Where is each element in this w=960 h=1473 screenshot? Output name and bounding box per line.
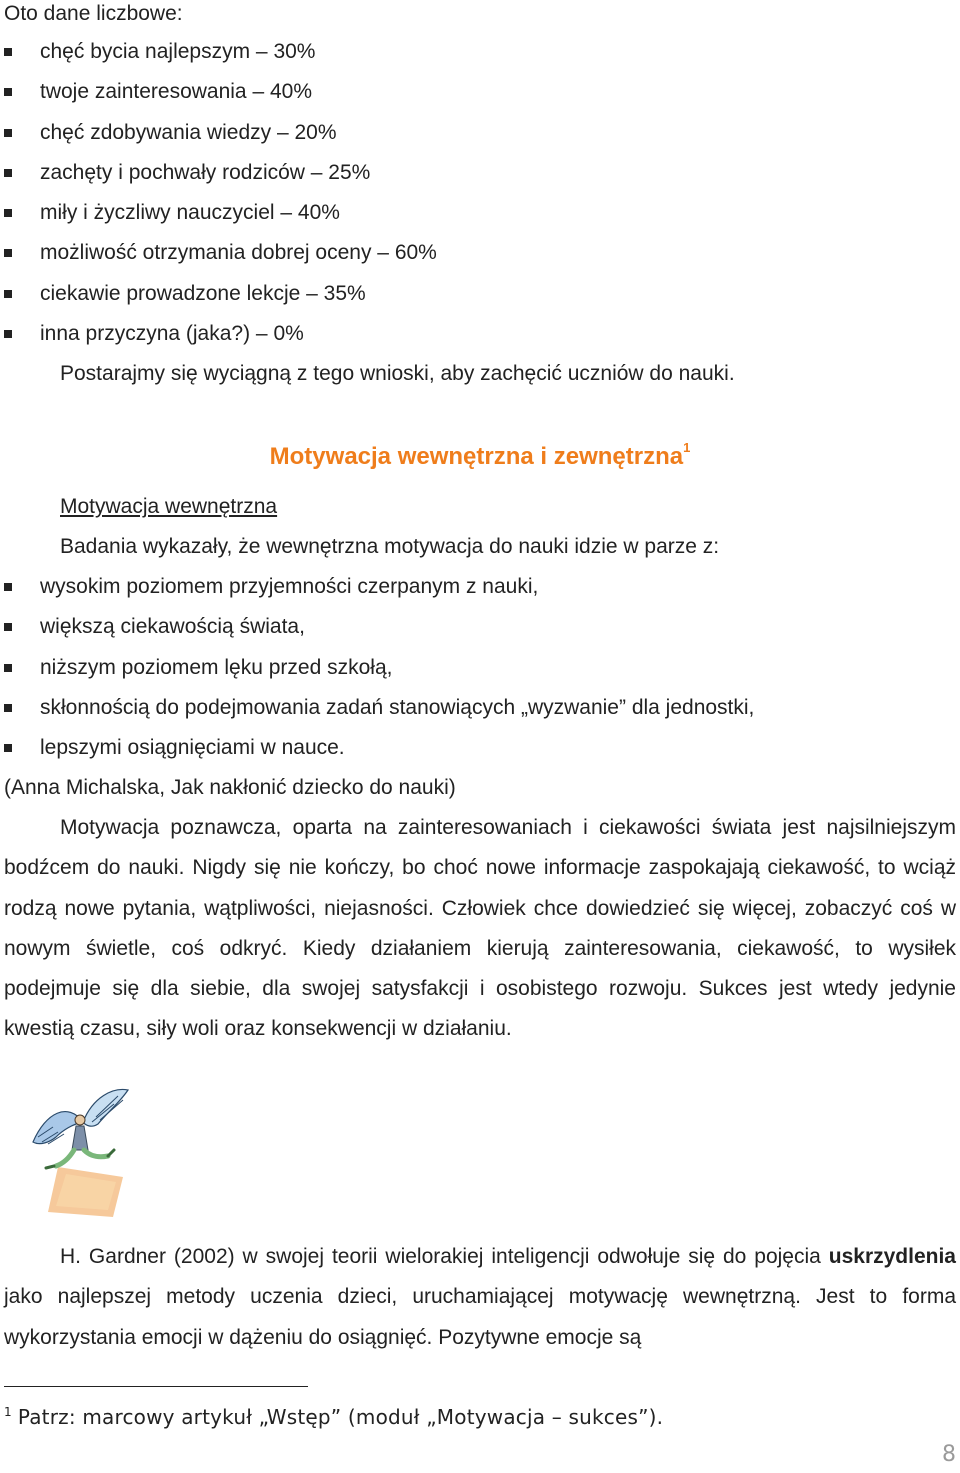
conclusion-text: Postarajmy się wyciągną z tego wnioski, aby zachęcić uczniów do nauki. [60,362,735,385]
research-intro: Badania wykazały, że wewnętrzna motywacja do nauki idzie w parze z: [60,535,720,558]
list-item: chęć zdobywania wiedzy – 20% [0,119,437,159]
statistics-list [0,38,437,360]
paragraph-text: Motywacja poznawcza, oparta na zainteresowaniach i ciekawości świata jest najsilniejszym bodźcem do nauki. Nigdy się nie kończy, bo choć nowe informacje zaspokajają ciekawość, to wciąż rodzą nowe pytania, wątpliwości, niejasności. Człowiek chce dowiedzieć się więcej, zobaczyć coś w nowym świetle, coś odkryć. Kiedy działaniem kierują zainteresowania, ciekawość, to wysiłek podejmuje się dla siebie, dla swojej satysfakcji i osobistego rozwoju. Sukces jest wtedy jedynie kwestią czasu, siły woli oraz konsekwencji w działaniu. [4,816,956,1041]
bullet-icon [4,129,12,137]
bullet-icon [4,623,12,631]
intro-text: Oto dane liczbowe: [4,2,183,25]
bullet-icon [4,290,12,298]
list-item: zachęty i pochwały rodziców – 25% [0,159,437,199]
list-item: większą ciekawością świata, [0,613,754,653]
paragraph-cognitive-motivation [4,808,956,1050]
motivation-list [0,573,754,774]
list-item: ciekawie prowadzone lekcje – 35% [0,280,437,320]
winged-figure-icon [28,1082,138,1217]
bullet-icon [4,583,12,591]
list-item: miły i życzliwy nauczyciel – 40% [0,199,437,239]
footnote-marker: 1 [4,1405,12,1419]
bullet-icon [4,664,12,672]
list-item: chęć bycia najlepszym – 30% [0,38,437,78]
list-item: twoje zainteresowania – 40% [0,78,437,118]
paragraph-gardner [4,1237,956,1358]
bullet-icon [4,88,12,96]
citation: (Anna Michalska, Jak nakłonić dziecko do nauki) [4,776,456,799]
list-item: inna przyczyna (jaka?) – 0% [0,320,437,360]
bullet-icon [4,744,12,752]
subheading: Motywacja wewnętrzna [60,495,278,518]
heading-text: Motywacja wewnętrzna i zewnętrzna [269,443,684,470]
footnote-divider [4,1386,308,1387]
page-number: 8 [942,1442,956,1467]
bullet-icon [4,330,12,338]
list-item: wysokim poziomem przyjemności czerpanym z nauki, [0,573,754,613]
section-heading [0,432,960,473]
bullet-icon [4,169,12,177]
list-item: możliwość otrzymania dobrej oceny – 60% [0,239,437,279]
footnote [4,1398,663,1431]
list-item: niższym poziomem lęku przed szkołą, [0,654,754,694]
bullet-icon [4,249,12,257]
list-item: skłonnością do podejmowania zadań stanowiących „wyzwanie” dla jednostki, [0,694,754,734]
bold-term: uskrzydlenia [828,1245,956,1268]
list-item: lepszymi osiągnięciami w nauce. [0,734,754,774]
bullet-icon [4,209,12,217]
footnote-text: Patrz: marcowy artykuł „Wstęp” (moduł „Motywacja – sukces”). [17,1405,664,1429]
footnote-ref: 1 [683,440,691,455]
bullet-icon [4,48,12,56]
paragraph-text: H. Gardner (2002) w swojej teorii wielorakiej inteligencji odwołuje się do pojęcia uskrzydlenia jako najlepszej metody uczenia dzieci, uruchamiającej motywację wewnętrzną. Jest to forma wykorzystania emocji w dążeniu do osiągnięć. Pozytywne emocje są [4,1245,956,1349]
bullet-icon [4,704,12,712]
